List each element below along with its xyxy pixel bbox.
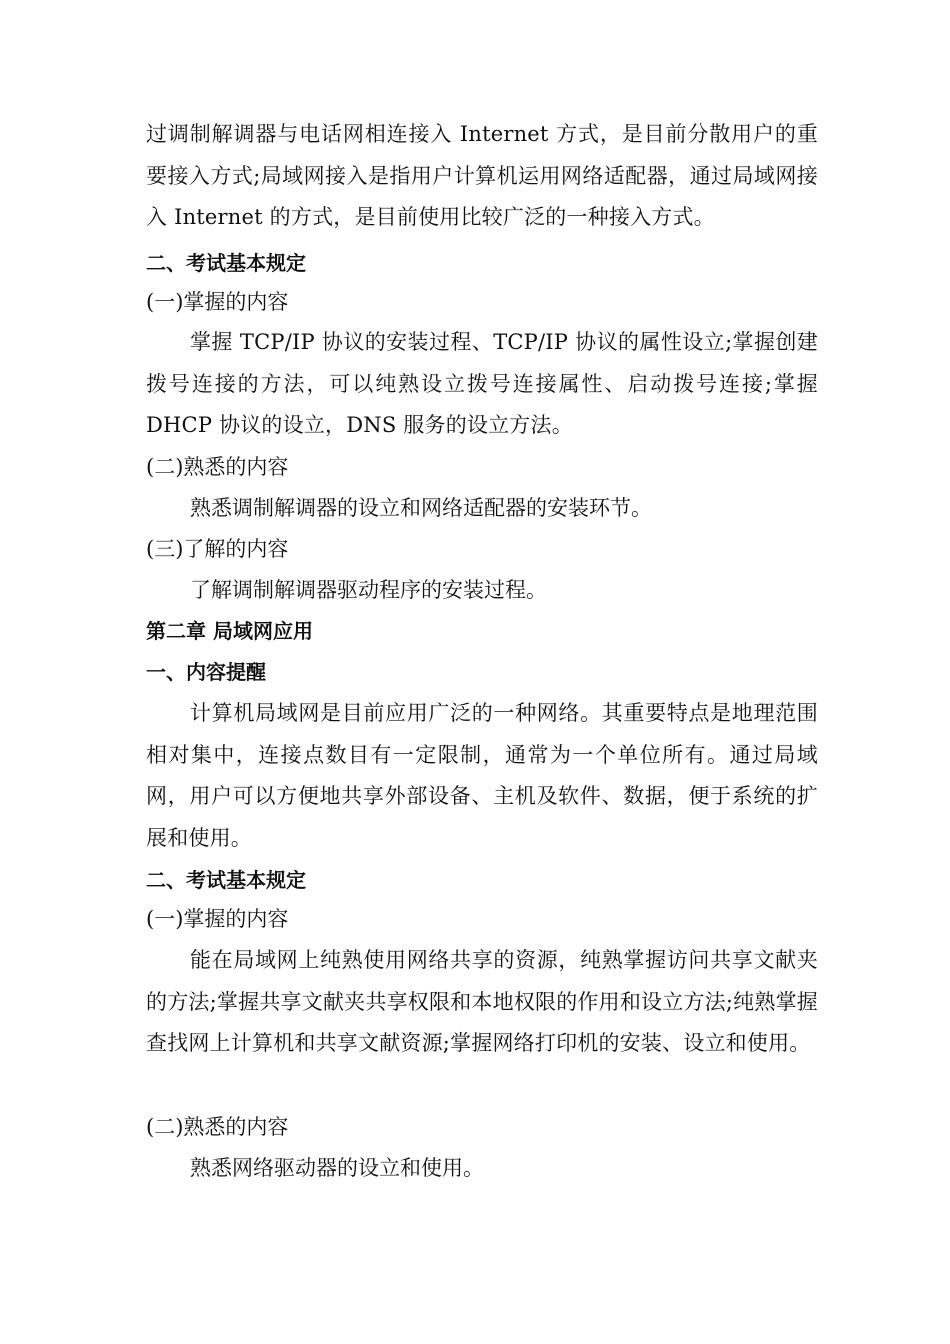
- heading-exam-requirements-1: 二、考试基本规定: [146, 251, 306, 275]
- paragraph-master-tcpip: 掌握 TCP/IP 协议的安装过程、TCP/IP 协议的属性设立;掌握创建拨号连接的方法，可以纯熟设立拨号连接属性、启动拨号连接;掌握 DHCP 协议的设立，DNS 服务的设立方法。: [146, 330, 818, 437]
- paragraph-lan-intro: 计算机局域网是目前应用广泛的一种网络。其重要特点是地理范围相对集中，连接点数目有一定限制，通常为一个单位所有。通过局域网，用户可以方便地共享外部设备、主机及软件、数据，便于系统的扩展和使用。: [146, 701, 818, 850]
- paragraph-internet-access: 过调制解调器与电话网相连接入 Internet 方式，是目前分散用户的重要接入方式;局域网接入是指用户计算机运用网络适配器，通过局域网接入 Internet 的方式，是目前使用比较广泛的一种接入方式。: [146, 122, 818, 229]
- paragraph-master-sharing: 能在局域网上纯熟使用网络共享的资源，纯熟掌握访问共享文献夹的方法;掌握共享文献夹共享权限和本地权限的作用和设立方法;纯熟掌握查找网上计算机和共享文献资源;掌握网络打印机的安装、设立和使用。: [146, 948, 818, 1055]
- subheading-familiar-content-2: (二)熟悉的内容: [146, 1115, 289, 1139]
- paragraph-familiar-network-drive: 熟悉网络驱动器的设立和使用。: [190, 1156, 484, 1180]
- subheading-master-content-1: (一)掌握的内容: [146, 290, 289, 314]
- subheading-understand-content: (三)了解的内容: [146, 537, 289, 561]
- subheading-master-content-2: (一)掌握的内容: [146, 907, 289, 931]
- heading-content-reminder: 一、内容提醒: [146, 660, 266, 684]
- paragraph-familiar-modem: 熟悉调制解调器的设立和网络适配器的安装环节。: [190, 496, 652, 520]
- subheading-familiar-content-1: (二)熟悉的内容: [146, 455, 289, 479]
- heading-exam-requirements-2: 二、考试基本规定: [146, 868, 306, 892]
- paragraph-understand-driver: 了解调制解调器驱动程序的安装过程。: [190, 578, 547, 602]
- chapter-title-lan: 第二章 局域网应用: [146, 619, 313, 643]
